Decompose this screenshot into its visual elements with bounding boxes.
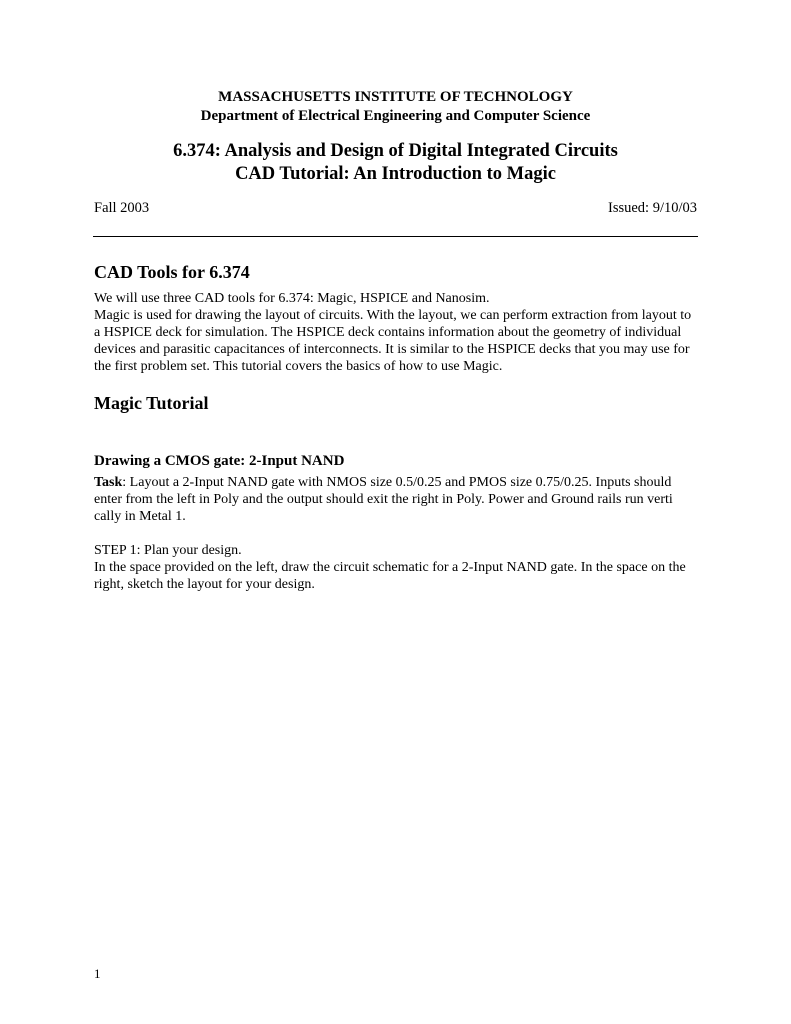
department-name: Department of Electrical Engineering and Computer Science (200, 108, 591, 124)
course-title: 6.374: Analysis and Design of Digital Integrated Circuits (173, 141, 618, 161)
page-number: 1 (94, 966, 101, 981)
paragraph-line: enter from the left in Poly and the output should exit the right in Poly. Power and Ground rails run verti (94, 492, 673, 507)
paragraph-line: devices and parasitic capacitances of interconnects. It is similar to the HSPICE decks that you may use for (94, 342, 690, 357)
subsection-heading-nand: Drawing a CMOS gate: 2-Input NAND (94, 453, 345, 469)
paragraph-line: cally in Metal 1. (94, 509, 186, 524)
paragraph-line: Magic is used for drawing the layout of circuits. With the layout, we can perform extraction from layout to (94, 308, 692, 323)
paragraph-line: In the space provided on the left, draw the circuit schematic for a 2-Input NAND gate. In the space on the (94, 560, 686, 575)
paragraph-line: right, sketch the layout for your design. (94, 577, 315, 592)
institution-name: MASSACHUSETTS INSTITUTE OF TECHNOLOGY (218, 89, 573, 105)
paragraph-line: a HSPICE deck for simulation. The HSPICE deck contains information about the geometry of individual (94, 325, 682, 340)
paragraph-line: the first problem set. This tutorial covers the basics of how to use Magic. (94, 359, 503, 374)
cad-tools-paragraph (94, 290, 699, 375)
paragraph-line: We will use three CAD tools for 6.374: Magic, HSPICE and Nanosim. (94, 291, 490, 306)
paragraph-line: STEP 1: Plan your design. (94, 543, 242, 558)
tutorial-title: CAD Tutorial: An Introduction to Magic (235, 164, 556, 184)
task-text: : Layout a 2-Input NAND gate with NMOS size 0.5/0.25 and PMOS size 0.75/0.25. Inputs should (122, 475, 672, 490)
step-paragraph (94, 542, 699, 593)
issued-date: Issued: 9/10/03 (607, 200, 697, 216)
section-heading-cad-tools: CAD Tools for 6.374 (94, 262, 250, 282)
task-paragraph (94, 474, 699, 525)
task-label: Task (94, 475, 123, 490)
paragraph-line (94, 474, 699, 491)
term-label: Fall 2003 (94, 200, 150, 216)
header-divider (93, 236, 698, 237)
section-heading-magic-tutorial: Magic Tutorial (94, 393, 209, 413)
